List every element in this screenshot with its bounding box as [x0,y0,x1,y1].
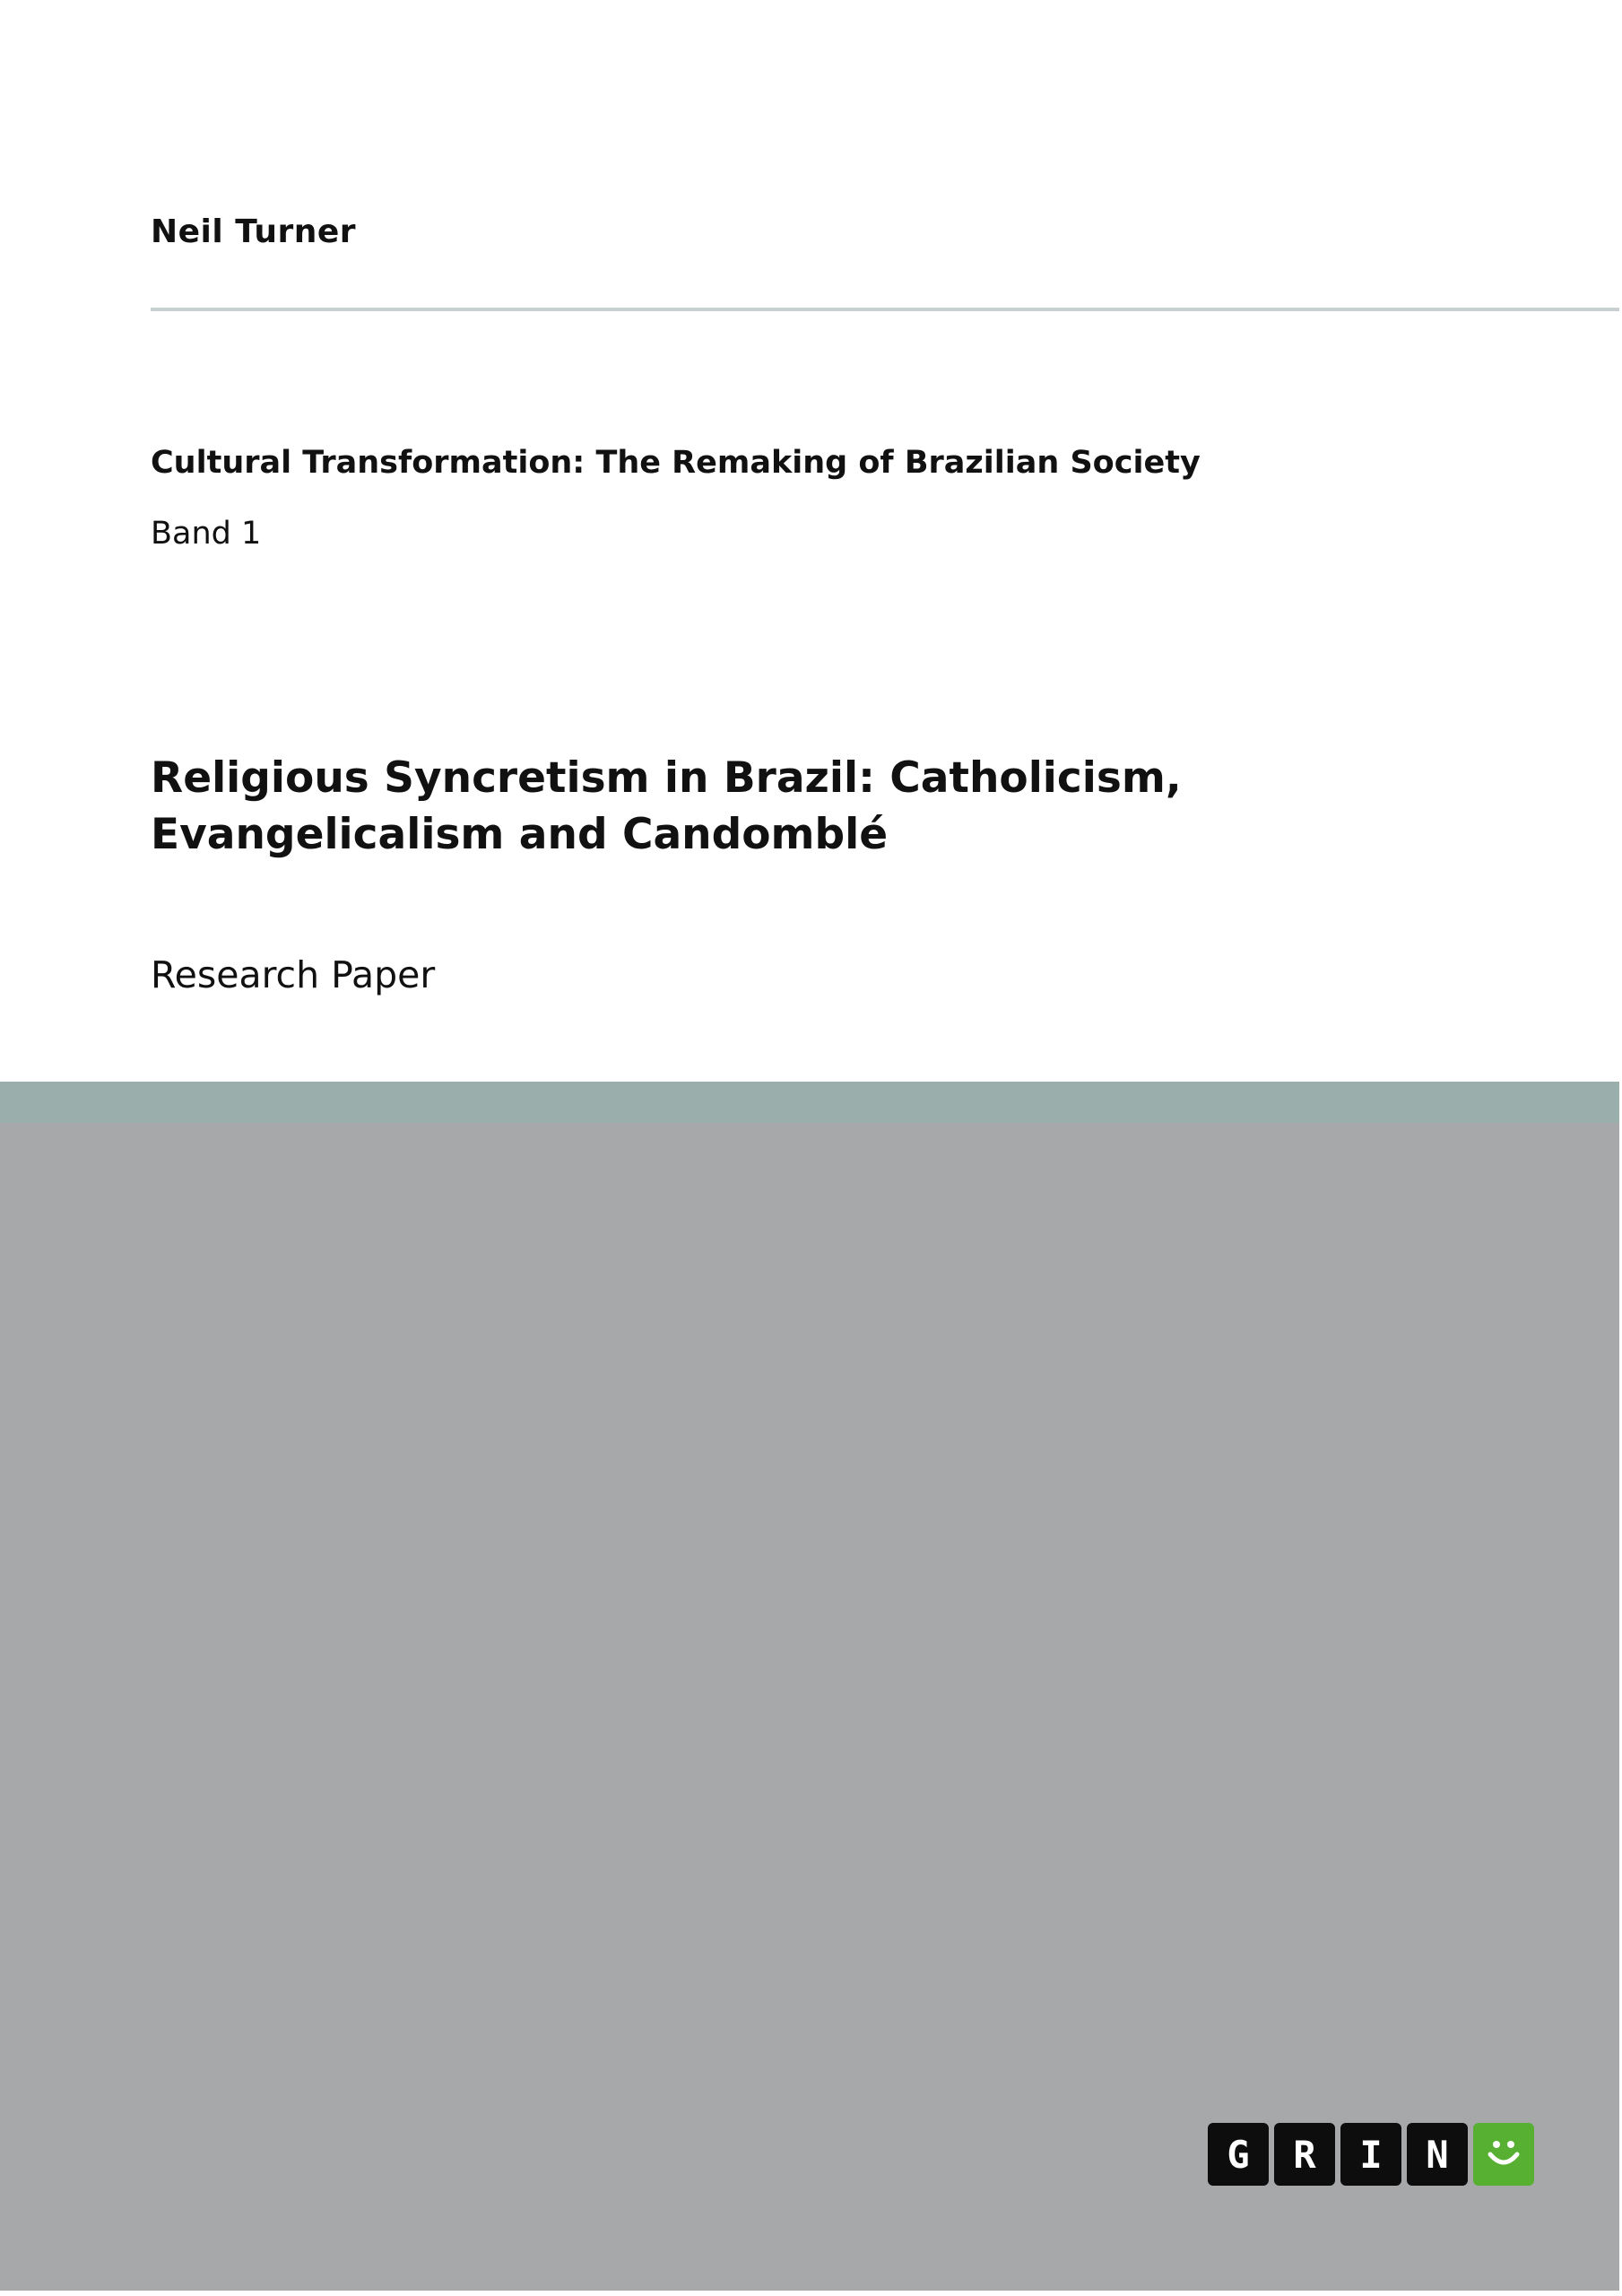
cover-image-panel [0,1123,1619,2291]
page-edge-bottom [0,2291,1622,2296]
grin-logo [1208,2123,1534,2186]
logo-letter-n: N [1407,2123,1468,2186]
author-name: Neil Turner [151,213,357,250]
accent-band [0,1082,1619,1123]
logo-letter-g: G [1208,2123,1269,2186]
smiley-icon [1473,2123,1534,2186]
book-title: Religious Syncretism in Brazil: Catholicism, Evangelicalism and Candomblé [151,753,1182,859]
logo-letter-i: I [1340,2123,1401,2186]
document-type: Research Paper [151,953,436,996]
volume-label: Band 1 [151,516,262,552]
logo-letter-r: R [1274,2123,1335,2186]
series-title: Cultural Transformation: The Remaking of Brazilian Society [151,445,1201,481]
header-divider [151,308,1619,311]
